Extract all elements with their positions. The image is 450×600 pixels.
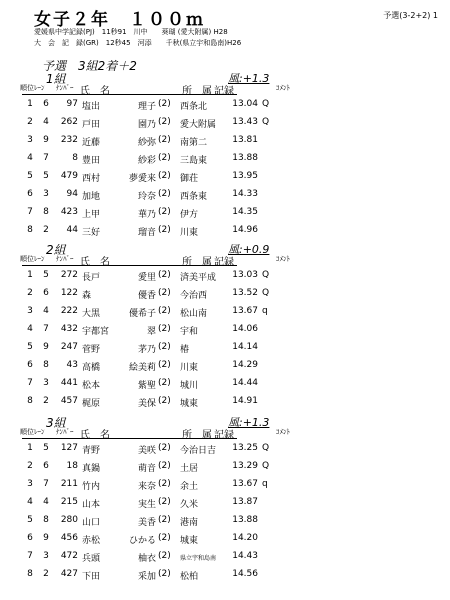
- given-name: 玲奈: [137, 192, 156, 202]
- bib: 472: [60, 551, 78, 561]
- rank: 1: [27, 443, 33, 453]
- surname: 梶原: [82, 399, 101, 409]
- lane: 5: [43, 171, 49, 181]
- surname: 真鍋: [82, 464, 101, 474]
- given-name: 来奈: [137, 482, 156, 492]
- grade: (2): [158, 515, 171, 525]
- mark: 13.25: [232, 443, 258, 453]
- given-name: 采加: [137, 572, 156, 582]
- rank: 4: [27, 324, 33, 334]
- affiliation: 宇和: [180, 327, 199, 337]
- given-name: 夢愛来: [128, 174, 156, 184]
- rank: 3: [27, 306, 33, 316]
- affiliation: 余土: [180, 482, 199, 492]
- heat-block: [0, 241, 450, 414]
- given-name: 茅乃: [137, 345, 156, 355]
- mark: 13.88: [232, 153, 258, 163]
- table-row: [0, 551, 450, 569]
- given-name: 柚衣: [137, 554, 156, 564]
- lane: 6: [43, 99, 49, 109]
- mark: 13.67: [232, 479, 258, 489]
- table-row: [0, 461, 450, 479]
- affiliation: 椿: [180, 345, 190, 355]
- grade: (2): [158, 207, 171, 217]
- col-affiliation-header: 所 属: [182, 430, 212, 441]
- bib: 97: [66, 99, 78, 109]
- col-name-header: 氏 名: [80, 86, 110, 97]
- col-name-header: 氏 名: [80, 430, 110, 441]
- given-name: 優香: [137, 291, 156, 301]
- surname: 戸田: [82, 120, 101, 130]
- surname: 宇都宮: [82, 327, 110, 337]
- given-name: 紗弥: [137, 138, 156, 148]
- surname: 山口: [82, 518, 101, 528]
- surname: 赤松: [82, 536, 101, 546]
- bib: 457: [60, 396, 78, 406]
- rank: 5: [27, 171, 33, 181]
- mark: 13.03: [232, 270, 258, 280]
- table-row: [0, 360, 450, 378]
- given-name: 園乃: [137, 120, 156, 130]
- lane: 3: [43, 189, 49, 199]
- bib: 427: [60, 569, 78, 579]
- mark: 13.87: [232, 497, 258, 507]
- lane: 2: [43, 569, 49, 579]
- mark: 13.52: [232, 288, 258, 298]
- bib: 262: [60, 117, 78, 127]
- affiliation: 済美平成: [180, 273, 217, 283]
- affiliation: 川東: [180, 228, 199, 238]
- mark: 13.04: [232, 99, 258, 109]
- affiliation: 松山南: [180, 309, 208, 319]
- qualifier: Q: [262, 288, 270, 298]
- col-comment-header: ｺﾒﾝﾄ: [276, 428, 290, 436]
- wind-reading: 風:+1.3: [228, 72, 270, 85]
- bib: 122: [60, 288, 78, 298]
- mark: 13.95: [232, 171, 258, 181]
- given-name: 紗彩: [137, 156, 156, 166]
- rank: 6: [27, 189, 33, 199]
- grade: (2): [158, 569, 171, 579]
- surname: 兵頭: [82, 554, 101, 564]
- bib: 479: [60, 171, 78, 181]
- page-title: 女子２年 １００ｍ: [34, 10, 205, 30]
- bib: 441: [60, 378, 78, 388]
- mark: 14.06: [232, 324, 258, 334]
- mark: 14.33: [232, 189, 258, 199]
- grade: (2): [158, 479, 171, 489]
- col-mark-header: 記録: [214, 430, 234, 441]
- col-bib-header: ﾅﾝﾊﾞｰ: [56, 84, 74, 92]
- grade: (2): [158, 288, 171, 298]
- qualifier: Q: [262, 443, 270, 453]
- table-row: [0, 189, 450, 207]
- rank: 5: [27, 515, 33, 525]
- header-divider: [22, 438, 237, 439]
- table-row: [0, 153, 450, 171]
- table-row: [0, 306, 450, 324]
- rank: 8: [27, 569, 33, 579]
- qualifier: Q: [262, 99, 270, 109]
- heat-label: 3組: [46, 416, 66, 430]
- lane: 7: [43, 324, 49, 334]
- lane: 4: [43, 117, 49, 127]
- affiliation: 城川: [180, 381, 199, 391]
- table-row: [0, 171, 450, 189]
- grade: (2): [158, 324, 171, 334]
- mark: 14.14: [232, 342, 258, 352]
- mark: 14.20: [232, 533, 258, 543]
- col-affiliation-header: 所 属: [182, 86, 212, 97]
- given-name: 華乃: [137, 210, 156, 220]
- affiliation: 南第二: [180, 138, 208, 148]
- lane: 9: [43, 533, 49, 543]
- mark: 13.88: [232, 515, 258, 525]
- surname: 加地: [82, 192, 101, 202]
- grade: (2): [158, 171, 171, 181]
- rank: 3: [27, 479, 33, 489]
- bib: 222: [60, 306, 78, 316]
- given-name: 絵美莉: [128, 363, 156, 373]
- table-row: [0, 515, 450, 533]
- col-name-header: 氏 名: [80, 257, 110, 268]
- rank: 7: [27, 378, 33, 388]
- bib: 43: [66, 360, 78, 370]
- rank: 8: [27, 396, 33, 406]
- rank: 4: [27, 153, 33, 163]
- rank: 8: [27, 225, 33, 235]
- grade: (2): [158, 551, 171, 561]
- mark: 13.67: [232, 306, 258, 316]
- col-comment-header: ｺﾒﾝﾄ: [276, 84, 290, 92]
- surname: 山本: [82, 500, 101, 510]
- table-row: [0, 479, 450, 497]
- table-row: [0, 396, 450, 414]
- affiliation: 川東: [180, 363, 199, 373]
- heat-block: [0, 70, 450, 243]
- wind-reading: 風:+1.3: [228, 416, 270, 429]
- lane: 3: [43, 551, 49, 561]
- lane: 2: [43, 225, 49, 235]
- bib: 215: [60, 497, 78, 507]
- col-mark-header: 記録: [214, 257, 234, 268]
- lane: 9: [43, 135, 49, 145]
- grade: (2): [158, 99, 171, 109]
- heat-label: 1組: [46, 72, 66, 86]
- lane: 4: [43, 497, 49, 507]
- surname: 竹内: [82, 482, 101, 492]
- surname: 森: [82, 291, 92, 301]
- surname: 下田: [82, 572, 101, 582]
- col-comment-header: ｺﾒﾝﾄ: [276, 255, 290, 263]
- wind-reading: 風:+0.9: [228, 243, 270, 256]
- grade: (2): [158, 497, 171, 507]
- table-row: [0, 324, 450, 342]
- mark: 14.96: [232, 225, 258, 235]
- given-name: 理子: [137, 102, 156, 112]
- affiliation: 西条北: [180, 102, 208, 112]
- given-name: 紫聖: [137, 381, 156, 391]
- grade: (2): [158, 396, 171, 406]
- surname: 西村: [82, 174, 101, 184]
- rank: 2: [27, 117, 33, 127]
- grade: (2): [158, 342, 171, 352]
- surname: 近藤: [82, 138, 101, 148]
- mark: 14.56: [232, 569, 258, 579]
- rank: 2: [27, 461, 33, 471]
- grade: (2): [158, 135, 171, 145]
- affiliation: 愛大附属: [180, 120, 217, 130]
- lane: 2: [43, 396, 49, 406]
- header-divider: [22, 265, 237, 266]
- round-title: 予選 3組2着＋2: [42, 59, 137, 73]
- affiliation: 伊方: [180, 210, 199, 220]
- header-divider: [22, 94, 237, 95]
- given-name: 翠: [146, 327, 156, 337]
- col-lane-header: ﾚｰﾝ: [34, 84, 45, 92]
- grade: (2): [158, 360, 171, 370]
- bib: 8: [72, 153, 78, 163]
- affiliation: 土居: [180, 464, 199, 474]
- affiliation: 久米: [180, 500, 199, 510]
- col-lane-header: ﾚｰﾝ: [34, 255, 45, 263]
- table-row: [0, 533, 450, 551]
- rank: 7: [27, 207, 33, 217]
- affiliation: 城東: [180, 536, 199, 546]
- rank: 1: [27, 270, 33, 280]
- affiliation: 港南: [180, 518, 199, 528]
- rank: 1: [27, 99, 33, 109]
- surname: 上甲: [82, 210, 101, 220]
- surname: 塩出: [82, 102, 101, 112]
- given-name: 瑠音: [137, 228, 156, 238]
- table-row: [0, 342, 450, 360]
- bib: 18: [66, 461, 78, 471]
- bib: 280: [60, 515, 78, 525]
- surname: 高橋: [82, 363, 101, 373]
- bib: 127: [60, 443, 78, 453]
- given-name: 美香: [137, 518, 156, 528]
- surname: 松本: [82, 381, 101, 391]
- lane: 5: [43, 270, 49, 280]
- table-row: [0, 207, 450, 225]
- rank: 2: [27, 288, 33, 298]
- heat-block: [0, 414, 450, 587]
- mark: 14.91: [232, 396, 258, 406]
- grade: (2): [158, 533, 171, 543]
- col-bib-header: ﾅﾝﾊﾞｰ: [56, 428, 74, 436]
- qualifier: q: [262, 306, 268, 316]
- affiliation: 三島東: [180, 156, 208, 166]
- affiliation: 西条東: [180, 192, 208, 202]
- surname: 豊田: [82, 156, 101, 166]
- surname: 大黒: [82, 309, 101, 319]
- rank: 6: [27, 533, 33, 543]
- col-rank-header: 順位: [20, 84, 34, 92]
- round-tag: 予選(3-2+2) 1: [383, 11, 438, 20]
- affiliation: 松柏: [180, 572, 199, 582]
- given-name: 愛里: [137, 273, 156, 283]
- mark: 13.81: [232, 135, 258, 145]
- col-lane-header: ﾚｰﾝ: [34, 428, 45, 436]
- affiliation: 今治日吉: [180, 446, 217, 456]
- qualifier: Q: [262, 461, 270, 471]
- grade: (2): [158, 189, 171, 199]
- lane: 9: [43, 342, 49, 352]
- lane: 4: [43, 306, 49, 316]
- given-name: 萌音: [137, 464, 156, 474]
- affiliation: 御荘: [180, 174, 199, 184]
- affiliation: 県立宇和島南: [180, 555, 217, 562]
- bib: 232: [60, 135, 78, 145]
- bib: 423: [60, 207, 78, 217]
- lane: 7: [43, 479, 49, 489]
- surname: 菅野: [82, 345, 101, 355]
- lane: 8: [43, 515, 49, 525]
- mark: 13.43: [232, 117, 258, 127]
- lane: 8: [43, 207, 49, 217]
- mark: 14.43: [232, 551, 258, 561]
- col-rank-header: 順位: [20, 255, 34, 263]
- grade: (2): [158, 461, 171, 471]
- table-row: [0, 99, 450, 117]
- given-name: 美保: [137, 399, 156, 409]
- qualifier: Q: [262, 270, 270, 280]
- surname: 青野: [82, 446, 101, 456]
- col-mark-header: 記録: [214, 86, 234, 97]
- bib: 211: [60, 479, 78, 489]
- grade: (2): [158, 306, 171, 316]
- table-row: [0, 117, 450, 135]
- grade: (2): [158, 153, 171, 163]
- table-row: [0, 288, 450, 306]
- surname: 三好: [82, 228, 101, 238]
- given-name: ひかる: [128, 536, 156, 546]
- bib: 94: [66, 189, 78, 199]
- grade: (2): [158, 378, 171, 388]
- lane: 6: [43, 288, 49, 298]
- record-gr: 大 会 記 録(GR) 12秒45 河添 千秋(県立宇和島南)H26: [34, 39, 242, 47]
- lane: 3: [43, 378, 49, 388]
- qualifier: Q: [262, 117, 270, 127]
- given-name: 美咲: [137, 446, 156, 456]
- rank: 3: [27, 135, 33, 145]
- lane: 5: [43, 443, 49, 453]
- bib: 44: [66, 225, 78, 235]
- table-row: [0, 135, 450, 153]
- mark: 14.29: [232, 360, 258, 370]
- lane: 7: [43, 153, 49, 163]
- mark: 14.44: [232, 378, 258, 388]
- rank: 7: [27, 551, 33, 561]
- record-pj: 愛媛県中学記録(PJ) 11秒91 川中 葵瑚 (愛大附属) H28: [34, 28, 228, 36]
- table-row: [0, 569, 450, 587]
- bib: 272: [60, 270, 78, 280]
- rank: 4: [27, 497, 33, 507]
- mark: 13.29: [232, 461, 258, 471]
- mark: 14.35: [232, 207, 258, 217]
- grade: (2): [158, 443, 171, 453]
- bib: 456: [60, 533, 78, 543]
- grade: (2): [158, 117, 171, 127]
- rank: 6: [27, 360, 33, 370]
- rank: 5: [27, 342, 33, 352]
- col-bib-header: ﾅﾝﾊﾞｰ: [56, 255, 74, 263]
- grade: (2): [158, 270, 171, 280]
- lane: 8: [43, 360, 49, 370]
- bib: 247: [60, 342, 78, 352]
- table-row: [0, 443, 450, 461]
- grade: (2): [158, 225, 171, 235]
- given-name: 優希子: [128, 309, 156, 319]
- qualifier: q: [262, 479, 268, 489]
- affiliation: 今治西: [180, 291, 208, 301]
- lane: 6: [43, 461, 49, 471]
- given-name: 実生: [137, 500, 156, 510]
- bib: 432: [60, 324, 78, 334]
- affiliation: 城東: [180, 399, 199, 409]
- col-rank-header: 順位: [20, 428, 34, 436]
- table-row: [0, 497, 450, 515]
- table-row: [0, 270, 450, 288]
- table-row: [0, 378, 450, 396]
- heat-label: 2組: [46, 243, 66, 257]
- col-affiliation-header: 所 属: [182, 257, 212, 268]
- surname: 長戸: [82, 273, 101, 283]
